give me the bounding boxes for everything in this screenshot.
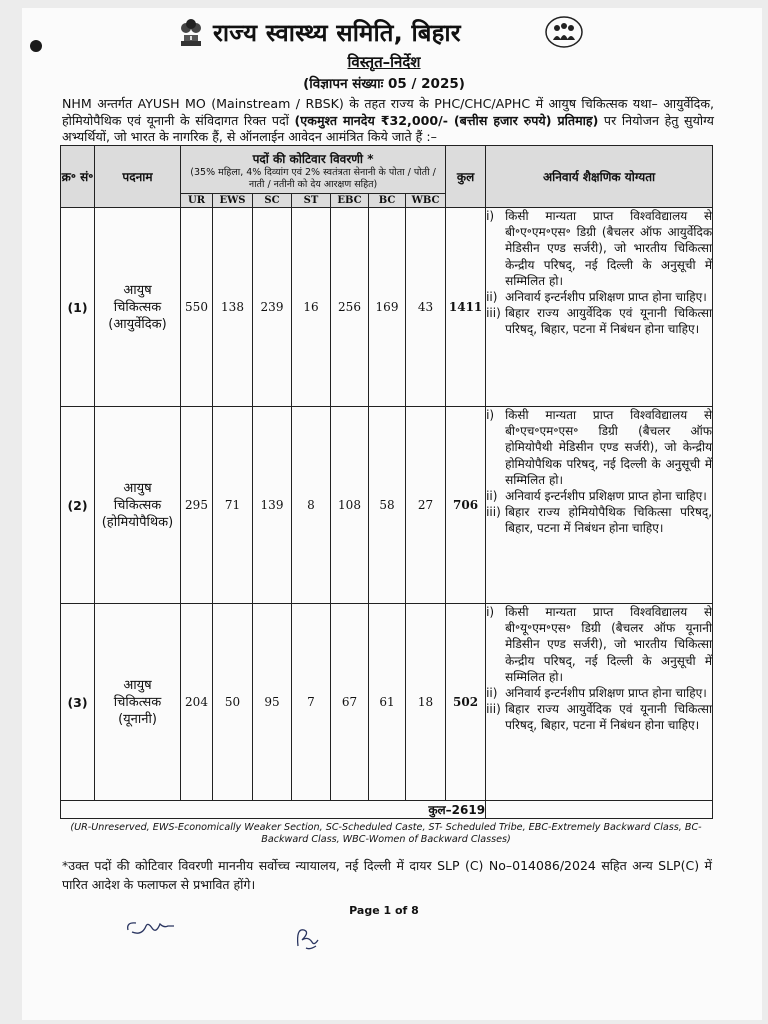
row-qualification — [486, 407, 713, 604]
col-total-header: कुल — [446, 146, 486, 208]
grand-total: कुल–2619 — [61, 801, 486, 819]
qualification-marker: iii) — [486, 702, 501, 717]
vacancy-table — [60, 145, 713, 819]
vacancy-ur: 550 — [181, 208, 213, 407]
vacancy-ebc: 108 — [331, 407, 369, 604]
qualification-item — [486, 488, 712, 504]
category-group-note: (35% महिला, 4% दिव्यांग एवं 2% स्वतंत्रता सेनानी के पोता / पोती / नाती / नतीनी को देय आरक्षण सहित) — [190, 167, 436, 190]
category-header-bc: BC — [369, 194, 406, 208]
abbreviation-legend: (UR-Unreserved, EWS-Economically Weaker Section, SC-Scheduled Caste, ST- Scheduled Tribe, EBC-Extremely Backward Class, BC-Backward Class, WBC-Women of Backward Classes) — [70, 822, 702, 845]
post-name-line: चिकित्सक — [113, 497, 162, 513]
table-row — [61, 604, 713, 801]
vacancy-ews: 71 — [213, 407, 253, 604]
vacancy-sc: 95 — [253, 604, 292, 801]
qualification-marker: i) — [486, 209, 495, 223]
vacancy-wbc: 27 — [406, 407, 446, 604]
post-name-line: चिकित्सक — [113, 694, 162, 710]
intro-text-1: NHM अन्तर्गत AYUSH MO (Mainstream / RBSK) के तहत राज्य के PHC/CHC/APHC में आयुष चिकित्सक यथा– आयुर्वेदिक, होमियोपैथिक एवं यूनानी के संविदागत रिक्त पदों — [62, 96, 714, 128]
post-name-line: चिकित्सक — [113, 299, 162, 315]
vacancy-sc: 139 — [253, 407, 292, 604]
category-header-ews: EWS — [213, 194, 253, 208]
qualification-marker: iii) — [486, 306, 501, 321]
qualification-item — [486, 701, 712, 733]
signature-1 — [122, 914, 182, 940]
intro-text-2: पर नियोजन हेतु सुयोग्य अभ्यर्थियों, जो भारत के नागरिक हैं, से ऑनलाईन आवेदन आमंत्रित किये जाते हैं :– — [62, 112, 714, 144]
page-number: Page 1 of 8 — [349, 904, 419, 917]
col-post-header: पदनाम — [95, 146, 181, 208]
row-total: 1411 — [446, 208, 486, 407]
category-header-ebc: EBC — [331, 194, 369, 208]
vacancy-ebc: 67 — [331, 604, 369, 801]
row-post-name — [95, 604, 181, 801]
row-post-name — [95, 208, 181, 407]
category-group-title: पदों की कोटिवार विवरणी * — [252, 152, 374, 166]
category-header-sc: SC — [253, 194, 292, 208]
category-header-ur: UR — [181, 194, 213, 208]
vacancy-st: 8 — [292, 407, 331, 604]
vacancy-ebc: 256 — [331, 208, 369, 407]
vacancy-bc: 169 — [369, 208, 406, 407]
post-name-line: (होमियोपैथिक) — [101, 514, 174, 530]
post-name-line: आयुष — [123, 677, 152, 693]
qualification-text: किसी मान्यता प्राप्त विश्वविद्यालय से बी॰एच॰एम॰एस॰ डिग्री (बैचलर ऑफ होमियोपैथी मेडिसीन एण्ड सर्जरी), जो केन्द्रीय होमियोपैथिक परिषद्, नई दिल्ली के अनुसूची में सम्मिलित हो। — [505, 408, 713, 487]
row-serial-number: (3) — [61, 604, 95, 801]
intro-honorarium: (एकमुश्त मानदेय ₹32,000/- (बत्तीस हजार रुपये) प्रतिमाह) — [294, 112, 599, 128]
advertisement-number: (विज्ञापन संख्याः 05 / 2025) — [303, 76, 465, 92]
signature-2 — [290, 922, 324, 952]
footnote: *उक्त पदों की कोटिवार विवरणी माननीय सर्वोच्च न्यायालय, नई दिल्ली में दायर SLP (C) No–014086/2024 सहित अन्य SLP(C) में पारित आदेश के फलाफल से प्रभावित होंगे। — [62, 858, 712, 892]
row-qualification — [486, 208, 713, 407]
qualification-item — [486, 685, 712, 701]
state-emblem-icon — [175, 15, 207, 49]
row-total: 706 — [446, 407, 486, 604]
qualification-marker: i) — [486, 605, 495, 619]
col-qualification-header: अनिवार्य शैक्षणिक योग्यता — [486, 146, 713, 208]
qualification-text: बिहार राज्य होमियोपैथिक चिकित्सा परिषद्, बिहार, पटना में निबंधन होना चाहिए। — [505, 505, 713, 536]
qualification-text: बिहार राज्य आयुर्वेदिक एवं यूनानी चिकित्सा परिषद्, बिहार, पटना में निबंधन होना चाहिए। — [505, 702, 713, 733]
table-row — [61, 407, 713, 604]
qualification-marker: i) — [486, 408, 495, 422]
table-row — [61, 208, 713, 407]
row-qualification — [486, 604, 713, 801]
national-health-mission-logo — [545, 16, 583, 48]
category-group-header — [181, 146, 446, 194]
qualification-marker: ii) — [486, 686, 498, 701]
category-header-wbc: WBC — [406, 194, 446, 208]
vacancy-st: 16 — [292, 208, 331, 407]
grand-total-blank — [486, 801, 713, 819]
post-name-line: (आयुर्वेदिक) — [108, 316, 167, 332]
letterhead — [175, 14, 461, 50]
qualification-item — [486, 305, 712, 337]
qualification-item — [486, 289, 712, 305]
intro-paragraph — [62, 96, 714, 146]
vacancy-wbc: 43 — [406, 208, 446, 407]
row-serial-number: (2) — [61, 407, 95, 604]
col-sno-header: क्र॰ सं॰ — [61, 146, 95, 208]
qualification-text: अनिवार्य इन्टर्नशीप प्रशिक्षण प्राप्त होना चाहिए। — [505, 290, 707, 305]
vacancy-ews: 138 — [213, 208, 253, 407]
row-post-name — [95, 407, 181, 604]
qualification-text: किसी मान्यता प्राप्त विश्वविद्यालय से बी॰ए॰एम॰एस॰ डिग्री (बैचलर ऑफ आयुर्वेदिक मेडिसीन एण्ड सर्जरी), जो भारतीय चिकित्सा केन्द्रीय परिषद्, नई दिल्ली के अनुसूची में सम्मिलित हो। — [505, 209, 713, 288]
qualification-item — [486, 407, 712, 488]
row-total: 502 — [446, 604, 486, 801]
row-serial-number: (1) — [61, 208, 95, 407]
qualification-marker: ii) — [486, 290, 498, 305]
qualification-marker: ii) — [486, 489, 498, 504]
vacancy-ur: 204 — [181, 604, 213, 801]
vacancy-wbc: 18 — [406, 604, 446, 801]
qualification-item — [486, 208, 712, 289]
qualification-item — [486, 504, 712, 536]
qualification-text: अनिवार्य इन्टर्नशीप प्रशिक्षण प्राप्त होना चाहिए। — [505, 489, 707, 504]
vacancy-bc: 61 — [369, 604, 406, 801]
qualification-item — [486, 604, 712, 685]
post-name-line: (यूनानी) — [118, 711, 157, 727]
punch-hole — [30, 40, 42, 52]
vacancy-bc: 58 — [369, 407, 406, 604]
page-title: राज्य स्वास्थ्य समिति, बिहार — [213, 18, 461, 47]
vacancy-ews: 50 — [213, 604, 253, 801]
category-header-st: ST — [292, 194, 331, 208]
post-name-line: आयुष — [123, 282, 152, 298]
vacancy-st: 7 — [292, 604, 331, 801]
vacancy-ur: 295 — [181, 407, 213, 604]
qualification-text: किसी मान्यता प्राप्त विश्वविद्यालय से बी॰यू॰एम॰एस॰ डिग्री (बैचलर ऑफ यूनानी मेडिसीन एण्ड सर्जरी), जो भारतीय चिकित्सा केन्द्रीय परिषद्, नई दिल्ली के अनुसूची में सम्मिलित हो। — [505, 605, 713, 684]
vacancy-sc: 239 — [253, 208, 292, 407]
subtitle: विस्तृत–निर्देश — [347, 53, 421, 71]
qualification-text: बिहार राज्य आयुर्वेदिक एवं यूनानी चिकित्सा परिषद्, बिहार, पटना में निबंधन होना चाहिए। — [505, 306, 713, 337]
qualification-marker: iii) — [486, 505, 501, 520]
post-name-line: आयुष — [123, 480, 152, 496]
qualification-text: अनिवार्य इन्टर्नशीप प्रशिक्षण प्राप्त होना चाहिए। — [505, 686, 707, 701]
